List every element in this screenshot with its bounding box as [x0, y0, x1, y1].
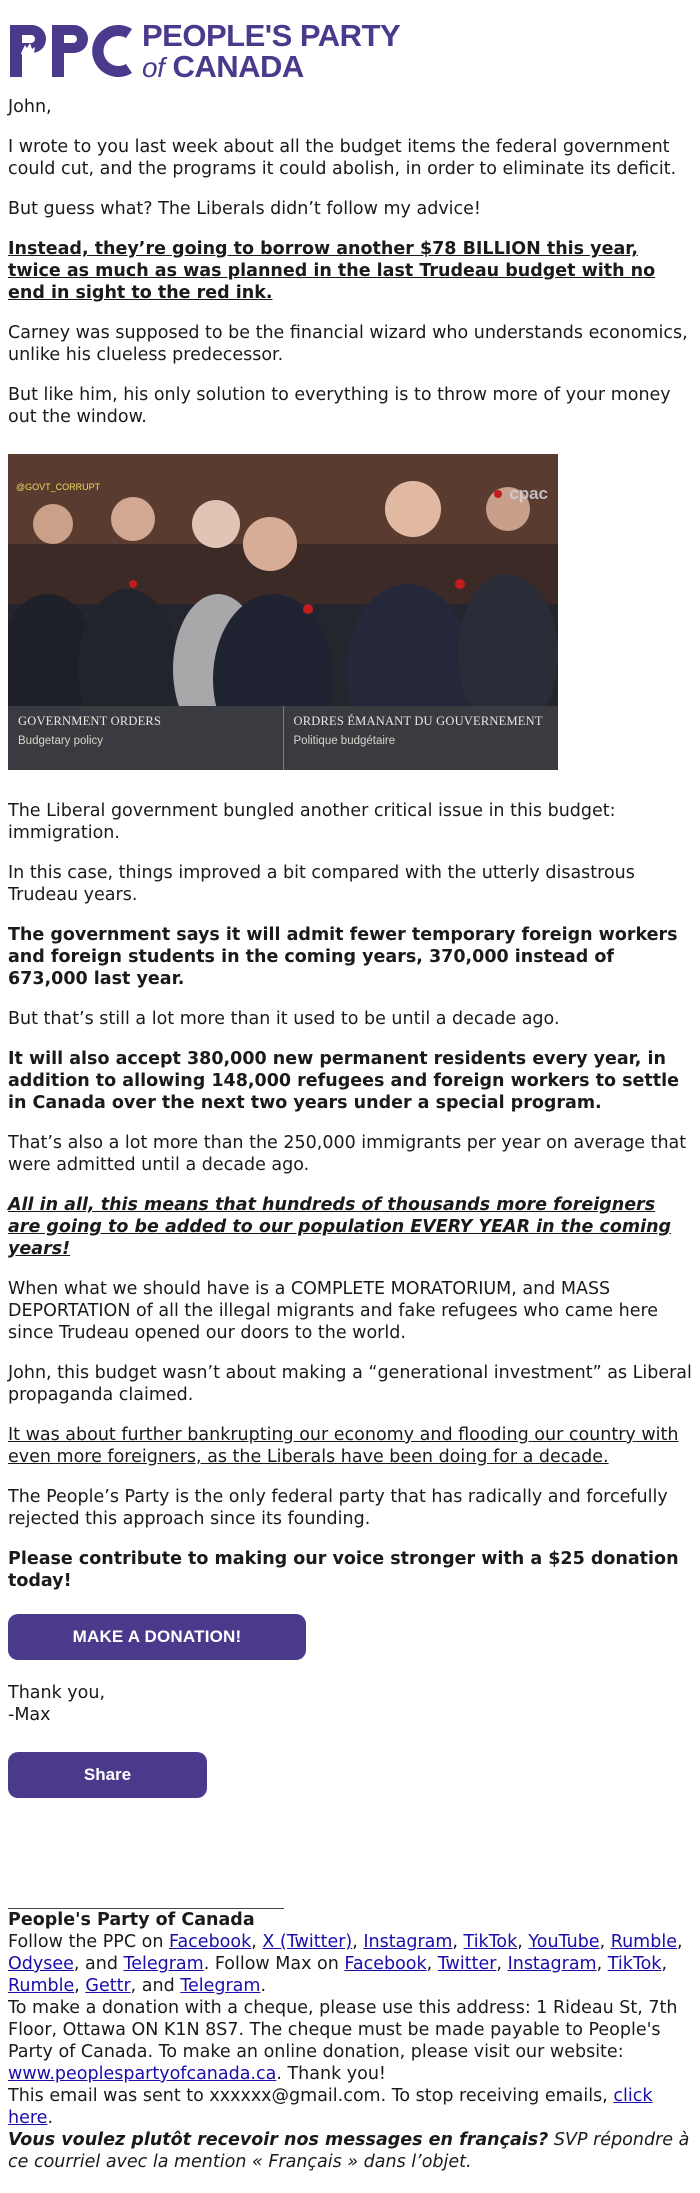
- max-gettr-link[interactable]: Gettr: [85, 1976, 131, 1996]
- banner-french: [283, 706, 559, 770]
- thanks-text: . Thank you!: [276, 2064, 386, 2084]
- max-tiktok-link[interactable]: TikTok: [607, 1954, 662, 1974]
- paragraph-6: The Liberal government bungled another critical issue in this budget: immigration.: [8, 801, 616, 843]
- logo-wordmark: [142, 20, 400, 82]
- max-facebook-link[interactable]: Facebook: [344, 1954, 427, 1974]
- max-instagram-link[interactable]: Instagram: [507, 1954, 597, 1974]
- french-instructions: SVP répondre à ce courriel avec la mention « Français » dans l’objet.: [8, 2130, 690, 2172]
- ppc-telegram-link[interactable]: Telegram: [123, 1954, 204, 1974]
- and-text: , and: [73, 1954, 124, 1974]
- paragraph-5: But like him, his only solution to everything is to throw more of your money out the window.: [8, 385, 671, 427]
- max-telegram-link[interactable]: Telegram: [180, 1976, 261, 1996]
- unsubscribe-link[interactable]: click here: [8, 2086, 653, 2128]
- ppc-youtube-link[interactable]: YouTube: [528, 1932, 600, 1952]
- cheque-text: To make a donation with a cheque, please use this address: 1 Rideau St, 7th Floor, Ottawa ON K1N 8S7. The cheque must be made payable to People's Party of Canada. To make an online donation, please visit our website:: [8, 1998, 678, 2062]
- paragraph-16: The People’s Party is the only federal party that has radically and forcefully rejected this approach since its founding.: [8, 1487, 668, 1529]
- share-button[interactable]: Share: [8, 1752, 207, 1798]
- paragraph-13: When what we should have is a COMPLETE MORATORIUM, and MASS DEPORTATION of all the illegal migrants and fake refugees who came here since Trudeau opened our doors to the world.: [8, 1279, 659, 1343]
- paragraph-12-population: All in all, this means that hundreds of thousands more foreigners are going to be added to our population EVERY YEAR in the coming years!: [8, 1195, 672, 1259]
- french-question: Vous voulez plutôt recevoir nos messages en français?: [8, 2130, 549, 2150]
- follow-max-text: . Follow Max on: [203, 1954, 345, 1974]
- website-link[interactable]: www.peoplespartyofcanada.ca: [8, 2064, 277, 2084]
- watermark-handle: @GOVT_CORRUPT: [16, 482, 101, 492]
- paragraph-9: But that’s still a lot more than it used to be until a decade ago.: [8, 1009, 560, 1029]
- broadcast-banner: [8, 706, 558, 770]
- footer-french-note: [8, 2129, 692, 2173]
- paragraph-11: That’s also a lot more than the 250,000 immigrants per year on average that were admitted until a decade ago.: [8, 1133, 687, 1175]
- logo-line-2: [142, 51, 400, 82]
- banner-right-title: ORDRES ÉMANANT DU GOUVERNEMENT: [293, 714, 543, 728]
- banner-right-subtitle: Politique budgétaire: [293, 735, 396, 747]
- footer-org-name: People's Party of Canada: [8, 1910, 255, 1930]
- ppc-logo-mark-icon: [8, 21, 136, 81]
- signature: -Max: [8, 1705, 51, 1725]
- sent-to-text: This email was sent to xxxxxx@gmail.com. To stop receiving emails,: [8, 2086, 614, 2106]
- banner-left-subtitle: Budgetary policy: [18, 735, 104, 747]
- paragraph-3-borrowing: Instead, they’re going to borrow another $78 BILLION this year, twice as much as was planned in the last Trudeau budget with no end in sight to the red ink.: [8, 239, 656, 303]
- ppc-facebook-link[interactable]: Facebook: [169, 1932, 252, 1952]
- ppc-odysee-link[interactable]: Odysee: [8, 1954, 74, 1974]
- max-rumble-link[interactable]: Rumble: [8, 1976, 75, 1996]
- make-donation-button[interactable]: MAKE A DONATION!: [8, 1614, 306, 1660]
- paragraph-15: It was about further bankrupting our economy and flooding our country with even more foreigners, as the Liberals have been doing for a decade.: [8, 1425, 679, 1467]
- logo-of: of: [142, 52, 165, 83]
- donation-appeal: Please contribute to making our voice stronger with a $25 donation today!: [8, 1549, 679, 1591]
- paragraph-14: John, this budget wasn’t about making a “generational investment” as Liberal propaganda claimed.: [8, 1363, 692, 1405]
- budget-video-still[interactable]: [8, 454, 558, 770]
- footer-social-links: Follow the PPC on Facebook, X (Twitter), Instagram, TikTok, YouTube, Rumble, Odysee, and Telegram. Follow Max on Facebook, Twitter, Instagram, TikTok, Rumble, Gettr, and Telegram.: [8, 1932, 683, 1996]
- paragraph-10-permanent-residents: It will also accept 380,000 new permanent residents every year, in addition to allowing 148,000 refugees and foreign workers to settle in Canada over the next two years under a special program.: [8, 1049, 679, 1113]
- logo-line-1: PEOPLE'S PARTY: [142, 18, 401, 53]
- greeting: John,: [8, 97, 52, 117]
- logo-canada: CANADA: [172, 49, 304, 84]
- paragraph-1: I wrote to you last week about all the budget items the federal government could cut, and the programs it could abolish, in order to eliminate its deficit.: [8, 137, 677, 179]
- ppc-x-link[interactable]: X (Twitter): [262, 1932, 353, 1952]
- paragraph-2: But guess what? The Liberals didn’t follow my advice!: [8, 199, 481, 219]
- paragraph-4: Carney was supposed to be the financial wizard who understands economics, unlike his clueless predecessor.: [8, 323, 688, 365]
- ppc-instagram-link[interactable]: Instagram: [363, 1932, 453, 1952]
- max-twitter-link[interactable]: Twitter: [437, 1954, 497, 1974]
- paragraph-7: In this case, things improved a bit compared with the utterly disastrous Trudeau years.: [8, 863, 635, 905]
- footer-unsubscribe: This email was sent to xxxxxx@gmail.com. To stop receiving emails, click here.: [8, 2086, 653, 2128]
- footer: [8, 1909, 692, 2173]
- paragraph-8-temporary-workers: The government says it will admit fewer temporary foreign workers and foreign students in the coming years, 370,000 instead of 673,000 last year.: [8, 925, 678, 989]
- closing: Thank you,: [8, 1683, 106, 1703]
- follow-ppc-text: Follow the PPC on: [8, 1932, 169, 1952]
- footer-cheque-info: [8, 1997, 692, 2085]
- ppc-tiktok-link[interactable]: TikTok: [463, 1932, 518, 1952]
- banner-english: [8, 706, 283, 770]
- ppc-logo[interactable]: [8, 0, 692, 88]
- cpac-logo: cpac: [509, 484, 548, 503]
- banner-left-title: GOVERNMENT ORDERS: [18, 714, 162, 728]
- ppc-rumble-link[interactable]: Rumble: [610, 1932, 677, 1952]
